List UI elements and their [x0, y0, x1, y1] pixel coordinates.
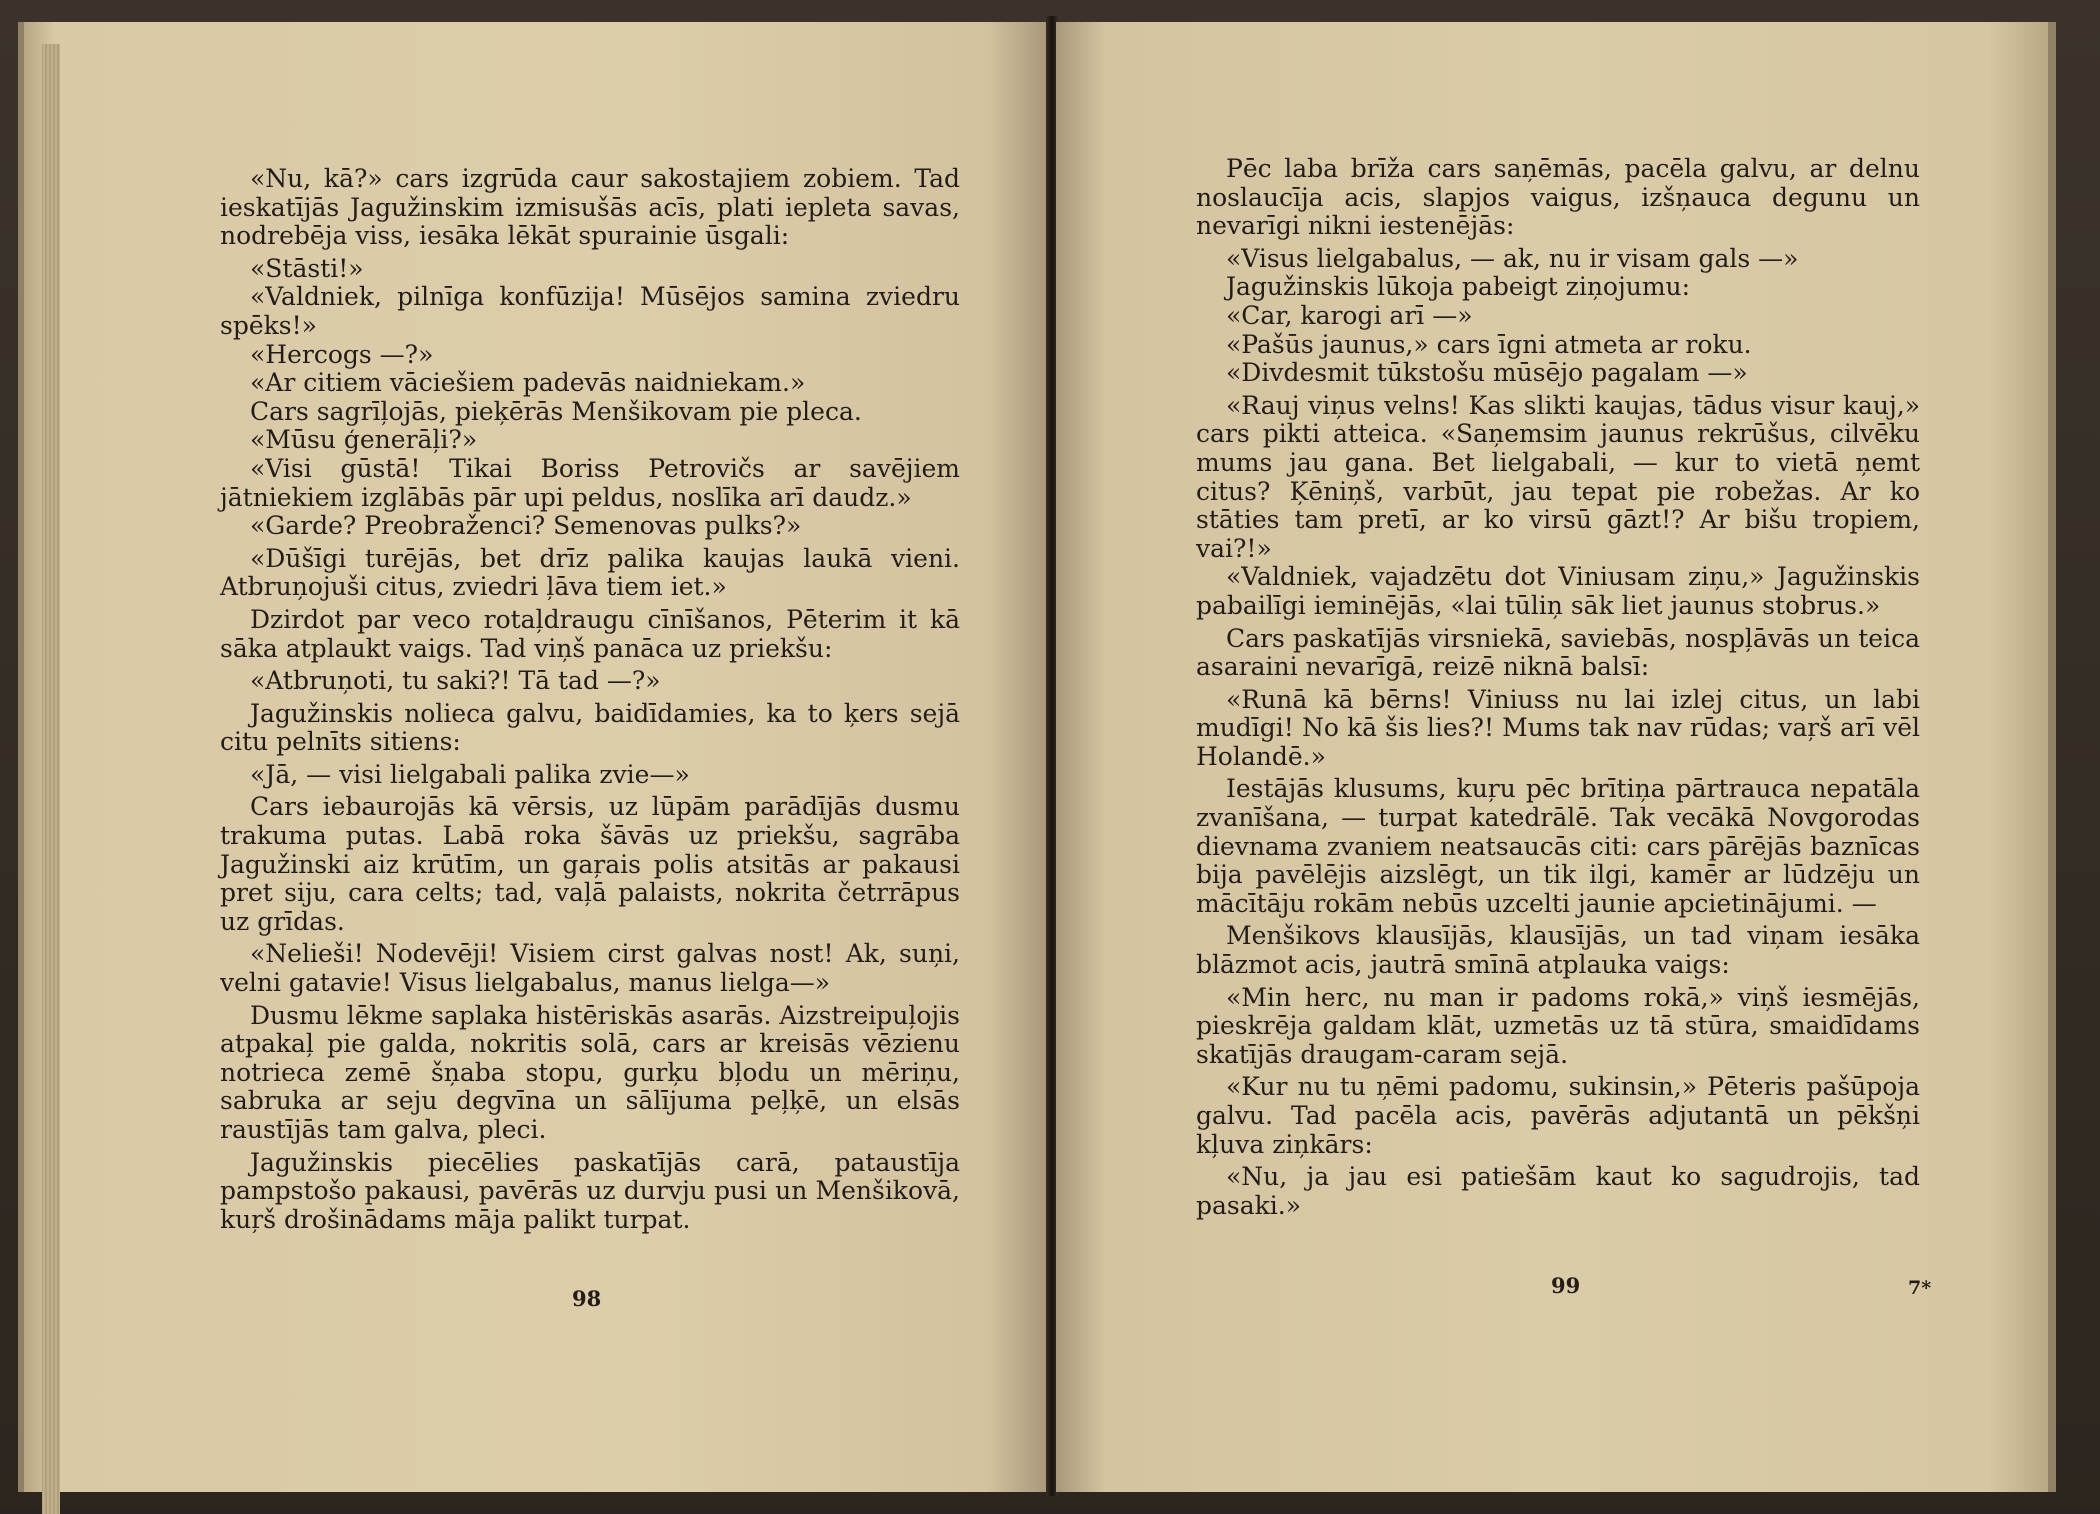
- paragraph: Jagužinskis piecēlies paskatījās carā, pataustīja pampstošo pakausi, pavērās uz durvju pusi un Menšikovā, kuŗš drošinādams māja palikt turpat.: [220, 1147, 960, 1234]
- paragraph: «Pašūs jaunus,» cars īgni atmeta ar roku.: [1226, 329, 1752, 359]
- paragraph: «Ar citiem vāciešiem padevās naidniekam.»: [250, 368, 806, 398]
- paragraph: «Valdniek, vajadzētu dot Viniusam ziņu,» Jagužinskis pabailīgi ieminējās, «lai tūliņ sāk liet jaunus stobrus.»: [1196, 562, 1920, 620]
- page-edge: [42, 44, 60, 1514]
- paragraph: Dzirdot par veco rotaļdraugu cīnīšanos, Pēterim it kā sāka atplaukt vaigs. Tad viņš panāca uz priekšu:: [220, 604, 960, 663]
- right-page-text: [1196, 155, 1920, 1220]
- paragraph: Dusmu lēkme saplaka histēriskās asarās. Aizstreipuļojis atpakaļ pie galda, nokritis solā, cars ar kreisās vēzienu notrieca zemē šņaba stopu, gurķu bļodu un mēriņu, sabruka ar seju degvīna un sālījuma peļķē, un elsās raustījās tam galva, pleci.: [220, 1000, 960, 1144]
- paragraph: «Car, karogi arī —»: [1226, 300, 1473, 330]
- page-number: 99: [1551, 1273, 1581, 1298]
- paragraph: «Visus lielgabalus, — ak, nu ir visam gals —»: [1226, 243, 1799, 273]
- paragraph: Cars paskatījās virsniekā, saviebās, nospļāvās un teica asaraini nevarīgā, reizē niknā balsī:: [1196, 623, 1920, 682]
- paragraph: «Mūsu ģenerāļi?»: [250, 425, 478, 455]
- paragraph: «Garde? Preobraženci? Semenovas pulks?»: [250, 511, 802, 541]
- paragraph: Jagužinskis nolieca galvu, baidīdamies, ka to ķers sejā citu pelnīts sitiens:: [220, 698, 960, 757]
- paragraph: «Divdesmit tūkstošu mūsējo pagalam —»: [1226, 358, 1748, 388]
- paragraph: «Valdniek, pilnīga konfūzija! Mūsējos samina zviedru spēks!»: [220, 282, 960, 340]
- left-page-text: [220, 165, 960, 1234]
- paragraph: «Kur nu tu ņēmi padomu, sukinsin,» Pēteris pašūpoja galvu. Tad pacēla acis, pavērās adjutantā un pēkšņi kļuva ziņkārs:: [1196, 1072, 1920, 1159]
- paragraph: «Atbruņoti, tu saki?! Tā tad —?»: [250, 666, 661, 696]
- paragraph: «Runā kā bērns! Viniuss nu lai izlej citus, un labi mudīgi! No kā šis lies?! Mums tak nav rūdas; vaŗš arī vēl Holandē.»: [1196, 684, 1920, 771]
- paragraph: Iestājās klusums, kuŗu pēc brītiņa pārtrauca nepatāla zvanīšana, — turpat katedrālē. Tak vecākā Novgorodas dievnama zvaniem neatsaucās citi: cars pārējās baznīcas bija pavēlējis aizslēgt, un tik ilgi, kamēr ar lūdzēju un mācītāju rokām nebūs uzcelti jaunie apcietinājumi. —: [1196, 774, 1920, 918]
- paragraph: Pēc laba brīža cars saņēmās, pacēla galvu, ar delnu noslaucīja acis, slapjos vaigus, izšņauca degunu un nevarīgi nikni iestenējās:: [1196, 154, 1920, 241]
- paragraph: Jagužinskis lūkoja pabeigt ziņojumu:: [1226, 272, 1691, 302]
- paragraph: «Dūšīgi turējās, bet drīz palika kaujas laukā vieni. Atbruņojuši citus, zviedri ļāva tiem iet.»: [220, 543, 960, 602]
- paragraph: «Nu, ja jau esi patiešām kaut ko sagudrojis, tad pasaki.»: [1196, 1162, 1920, 1220]
- signature-mark: 7*: [1908, 1277, 1932, 1299]
- paragraph: «Hercogs —?»: [250, 339, 434, 369]
- paragraph: «Rauj viņus velns! Kas slikti kaujas, tādus visur kauj,» cars pikti atteica. «Saņemsim jaunus rekrūšus, cilvēku mums jau gana. Bet lielgabali, — kur to vietā ņemt citus? Ķēniņš, varbūt, jau tepat pie robežas. Ar ko stāties tam pretī, ar ko virsū gāzt!? Ar bišu tropiem, vai?!»: [1196, 390, 1920, 563]
- paragraph: «Min herc, nu man ir padoms rokā,» viņš iesmējās, pieskrēja galdam klāt, uzmetās uz tā stūra, smaidīdams skatījās draugam-caram sejā.: [1196, 982, 1920, 1069]
- paragraph: «Nu, kā?» cars izgrūda caur sakostajiem zobiem. Tad ieskatījās Jagužinskim izmisušās acīs, plati iepleta savas, nodrebēja viss, iesāka lēkāt spurainie ūsgali:: [220, 164, 960, 251]
- paragraph: «Stāsti!»: [250, 253, 364, 283]
- paragraph: «Nelieši! Nodevēji! Visiem cirst galvas nost! Ak, suņi, velni gatavie! Visus lielgabalus, manus lielga—»: [220, 939, 960, 998]
- paragraph: Cars iebaurojās kā vērsis, uz lūpām parādījās dusmu trakuma putas. Labā roka šāvās uz priekšu, sagrāba Jagužinski aiz krūtīm, un gaŗais polis atsitās ar pakausi pret siju, cara celts; tad, vaļā palaists, nokrita četrrāpus uz grīdas.: [220, 792, 960, 936]
- paragraph: Cars sagrīļojās, pieķērās Menšikovam pie pleca.: [250, 396, 862, 426]
- left-page: [18, 22, 1048, 1492]
- paragraph: «Jā, — visi lielgabali palika zvie—»: [250, 759, 690, 789]
- paragraph: Menšikovs klausījās, klausījās, un tad viņam iesāka blāzmot acis, jautrā smīnā atplauka vaigs:: [1196, 921, 1920, 980]
- page-number: 98: [572, 1286, 602, 1311]
- right-page: [1056, 22, 2056, 1492]
- paragraph: «Visi gūstā! Tikai Boriss Petrovičs ar savējiem jātniekiem izglābās pār upi peldus, noslīka arī daudz.»: [220, 453, 960, 512]
